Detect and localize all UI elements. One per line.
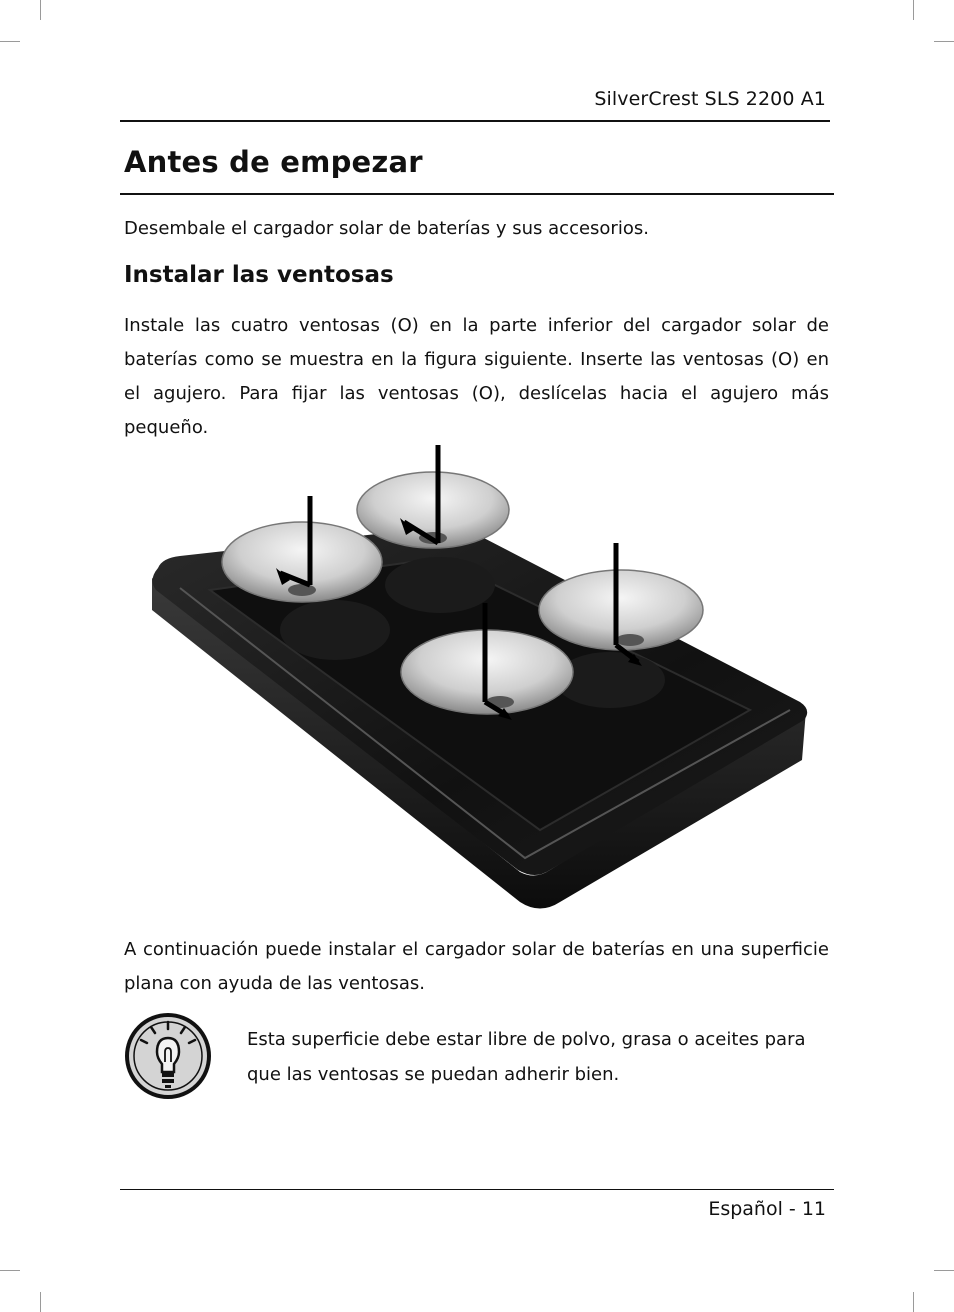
hole xyxy=(385,557,495,613)
mounting-paragraph: A continuación puede instalar el cargador solar de baterías en una superficie plana con ayuda de las ventosas. xyxy=(124,939,829,994)
tip-text: Esta superficie debe estar libre de polvo, grasa o aceites para que las ventosas se puedan adherir bien. xyxy=(247,1029,806,1085)
page-number: Español - 11 xyxy=(708,1198,826,1220)
crop-mark xyxy=(913,0,914,20)
hole xyxy=(280,600,390,660)
suction-cup xyxy=(357,472,509,548)
charger-suction-cups-illustration xyxy=(140,440,820,915)
crop-mark xyxy=(0,1270,20,1271)
running-header: SilverCrest SLS 2200 A1 xyxy=(594,88,826,110)
crop-mark xyxy=(934,1270,954,1271)
instructions-paragraph: Instale las cuatro ventosas (O) en la parte inferior del cargador solar de baterías como se muestra en la figura siguiente. Inserte las ventosas (O) en el agujero. Para fijar las ventosas (O), deslícelas hacia el agujero más pequeño. xyxy=(124,315,829,438)
crop-mark xyxy=(40,1292,41,1312)
subsection-heading: Instalar las ventosas xyxy=(124,262,394,288)
crop-mark xyxy=(913,1292,914,1312)
lightbulb-icon xyxy=(124,1012,212,1100)
suction-cup xyxy=(539,570,703,650)
footer-rule xyxy=(120,1189,834,1190)
section-rule xyxy=(120,193,834,195)
intro-paragraph: Desembale el cargador solar de baterías y sus accesorios. xyxy=(124,218,649,239)
header-rule xyxy=(120,120,830,122)
section-heading: Antes de empezar xyxy=(124,145,423,179)
crop-mark xyxy=(40,0,41,20)
crop-mark xyxy=(0,41,20,42)
crop-mark xyxy=(934,41,954,42)
suction-cup xyxy=(222,522,382,602)
product-figure xyxy=(140,440,820,915)
